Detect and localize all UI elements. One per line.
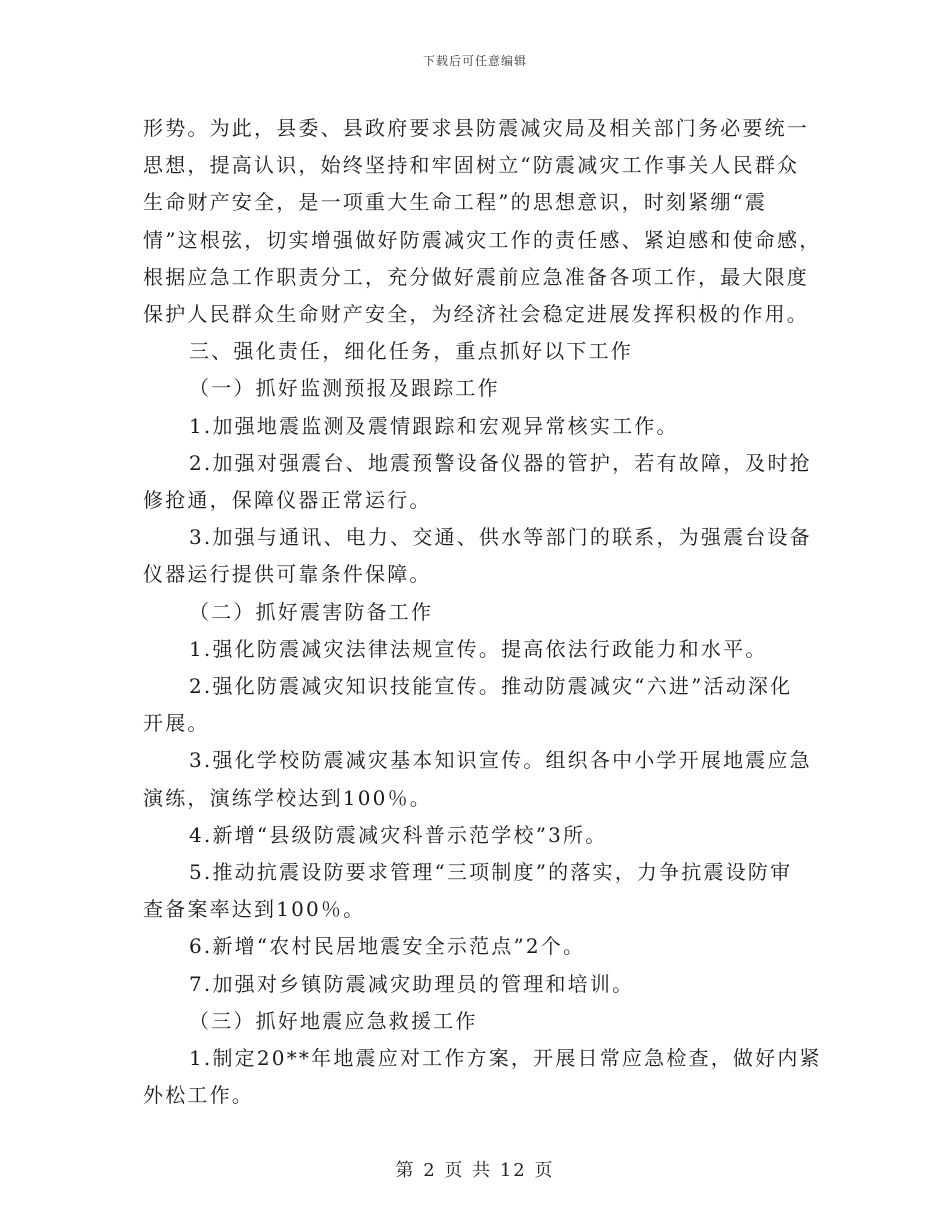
list-item: 1.强化防震减灾法律法规宣传。提高依法行政能力和水平。 [189, 636, 768, 661]
subsection-heading: （三）抓好地震应急救援工作 [189, 1008, 478, 1033]
paragraph-line: 保护人民群众生命财产安全，为经济社会稳定进展发挥积极的作用。 [143, 302, 809, 327]
list-item: 3.加强与通讯、电力、交通、供水等部门的联系，为强震台设备 [189, 525, 812, 550]
page-footer: 第 2 页 共 12 页 [395, 1160, 555, 1181]
list-item-continued: 演练，演练学校达到100％。 [143, 785, 432, 810]
list-item: 3.强化学校防震减灾基本知识宣传。组织各中小学开展地震应急 [189, 748, 812, 773]
list-item: 2.加强对强震台、地震预警设备仪器的管护，若有故障，及时抢 [189, 450, 812, 475]
subsection-heading: （一）抓好监测预报及跟踪工作 [189, 376, 500, 401]
paragraph-line: 情”这根弦，切实增强做好防震减灾工作的责任感、紧迫感和使命感， [143, 227, 822, 252]
list-item: 7.加强对乡镇防震减灾助理员的管理和培训。 [189, 971, 635, 996]
list-item: 2.强化防震减灾知识技能宣传。推动防震减灾“六进”活动深化 [189, 674, 793, 699]
list-item-continued: 仪器运行提供可靠条件保障。 [143, 562, 432, 587]
list-item-continued: 外松工作。 [143, 1083, 254, 1108]
paragraph-line: 根据应急工作职责分工，充分做好震前应急准备各项工作，最大限度 [143, 264, 809, 289]
list-item-continued: 查备案率达到100％。 [143, 897, 366, 922]
list-item: 6.新增“农村民居地震安全示范点”2个。 [189, 934, 586, 959]
subsection-heading: （二）抓好震害防备工作 [189, 599, 434, 624]
section-heading: 三、强化责任，细化任务，重点抓好以下工作 [189, 339, 633, 364]
list-item: 5.推动抗震设防要求管理“三项制度”的落实，力争抗震设防审 [189, 860, 793, 885]
list-item-continued: 修抢通，保障仪器正常运行。 [143, 488, 432, 513]
page-header: 下载后可任意编辑 [422, 54, 527, 68]
paragraph-line: 生命财产安全，是一项重大生命工程”的思想意识，时刻紧绷“震 [143, 190, 768, 215]
list-item-continued: 开展。 [143, 711, 210, 736]
list-item: 1.制定20**年地震应对工作方案，开展日常应急检查，做好内紧 [189, 1046, 822, 1071]
document-body [143, 110, 822, 1114]
paragraph-line: 形势。为此，县委、县政府要求县防震减灾局及相关部门务必要统一 [143, 116, 809, 140]
list-item: 1.加强地震监测及震情跟踪和宏观异常核实工作。 [189, 413, 679, 438]
paragraph-line: 思想，提高认识，始终坚持和牢固树立“防震减灾工作事关人民群众 [143, 153, 800, 178]
list-item: 4.新增“县级防震减灾科普示范学校”3所。 [189, 822, 608, 847]
